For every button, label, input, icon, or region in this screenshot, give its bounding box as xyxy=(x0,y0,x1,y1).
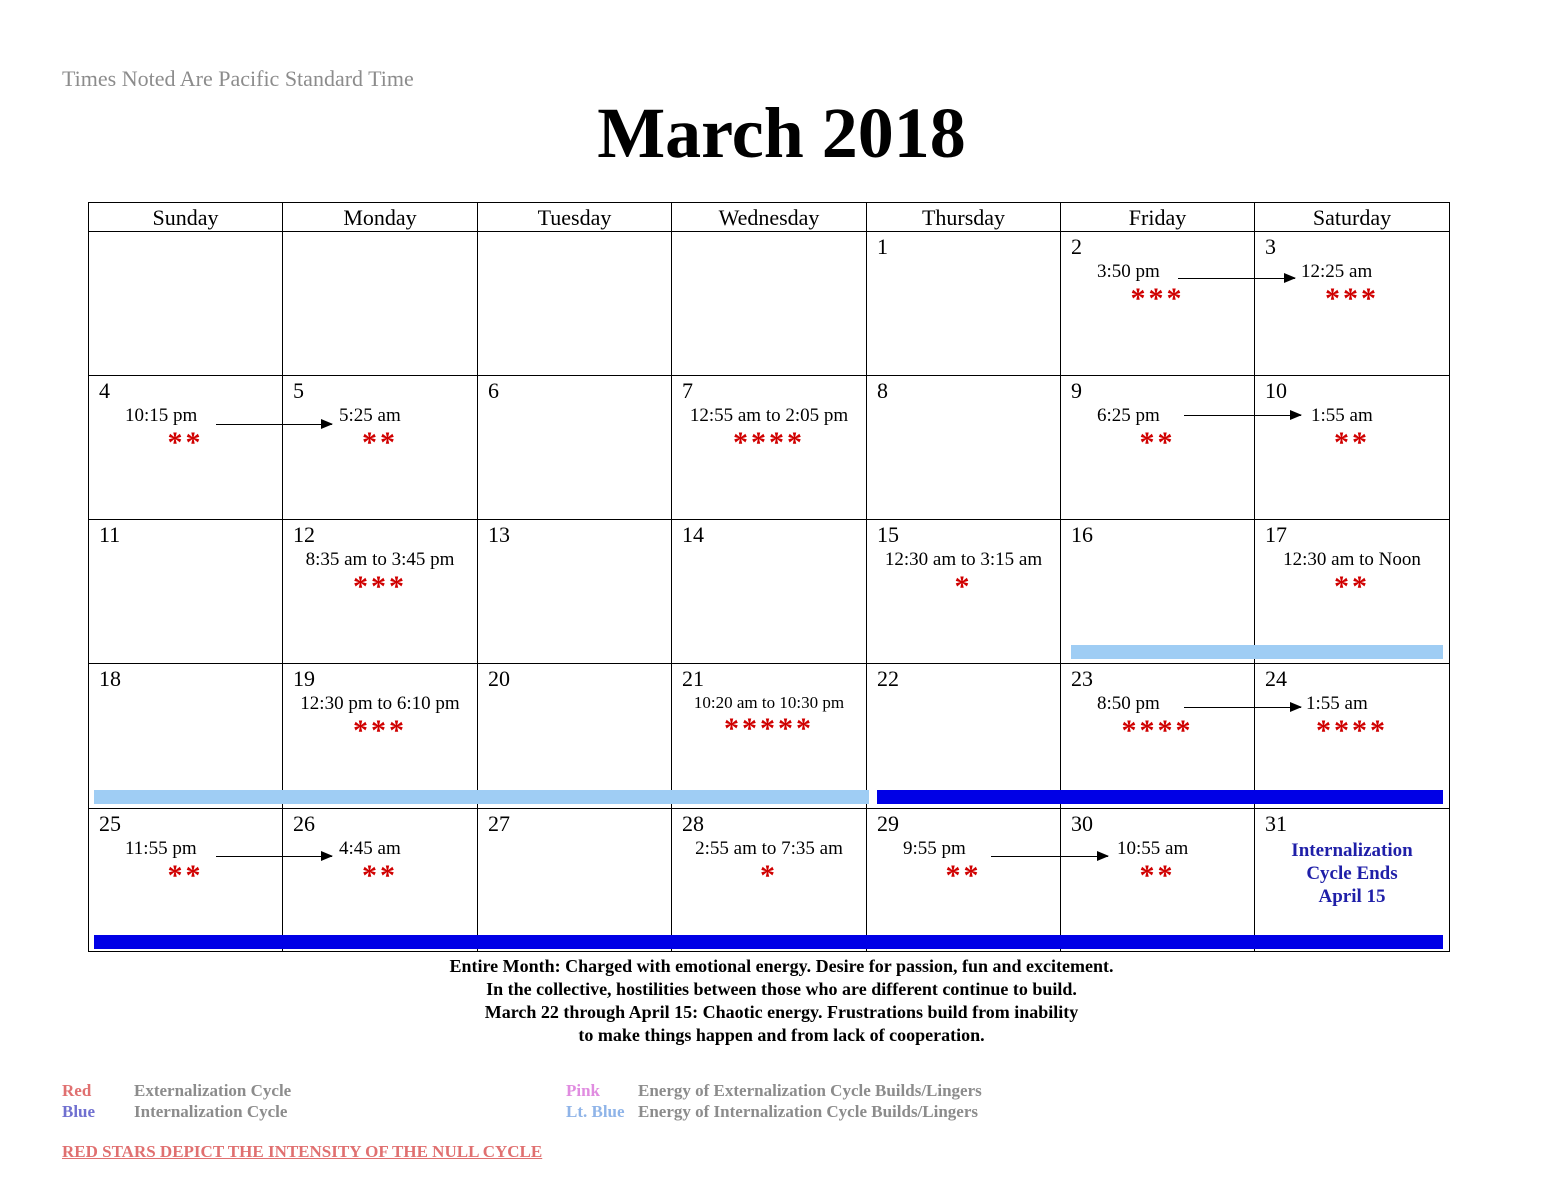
day-number: 16 xyxy=(1071,522,1093,547)
legend-item-pink xyxy=(566,1080,982,1101)
arrow-right-icon xyxy=(991,856,1108,857)
day-cell-11 xyxy=(89,520,283,664)
null-cycle-time: 3:50 pm xyxy=(1097,261,1160,282)
page-title: March 2018 xyxy=(597,93,966,173)
day-number: 29 xyxy=(877,811,899,836)
empty-day-cell xyxy=(478,232,672,376)
null-cycle-time: 10:55 am xyxy=(1117,838,1189,859)
null-cycle-time: 5:25 am xyxy=(339,405,401,426)
intensity-stars: * xyxy=(760,859,778,892)
day-cell-6 xyxy=(478,376,672,520)
weekday-sunday: Sunday xyxy=(89,203,283,232)
day-cell-23 xyxy=(1061,664,1255,809)
internalization-cycle-note xyxy=(1255,839,1449,908)
day-number: 6 xyxy=(488,378,499,403)
cycle-note-line: April 15 xyxy=(1318,886,1386,907)
day-cell-14 xyxy=(672,520,867,664)
null-cycle-time: 4:45 am xyxy=(339,838,401,859)
day-cell-15 xyxy=(867,520,1061,664)
day-cell-25 xyxy=(89,809,283,951)
legend-meaning: Energy of Externalization Cycle Builds/Lingers xyxy=(638,1081,982,1100)
null-cycle-time: 8:35 am to 3:45 pm xyxy=(305,549,455,570)
null-cycle-time: 1:55 am xyxy=(1306,693,1368,714)
day-cell-19 xyxy=(283,664,478,809)
day-number: 31 xyxy=(1265,811,1287,836)
day-cell-26 xyxy=(283,809,478,951)
null-cycle-time: 10:20 am to 10:30 pm xyxy=(693,693,845,712)
null-cycle-time: 11:55 pm xyxy=(125,838,197,859)
weekday-thursday: Thursday xyxy=(867,203,1061,232)
day-number: 5 xyxy=(293,378,304,403)
weekday-tuesday: Tuesday xyxy=(478,203,672,232)
null-cycle-time: 1:55 am xyxy=(1311,405,1373,426)
day-cell-20 xyxy=(478,664,672,809)
day-number: 21 xyxy=(682,666,704,691)
day-cell-21 xyxy=(672,664,867,809)
day-cell-12 xyxy=(283,520,478,664)
summary-line: In the collective, hostilities between those who are different continue to build. xyxy=(486,979,1077,999)
intensity-stars: ** xyxy=(1334,426,1370,459)
day-cell-24 xyxy=(1255,664,1449,809)
weekday-wednesday: Wednesday xyxy=(672,203,867,232)
legend-meaning: Energy of Internalization Cycle Builds/Lingers xyxy=(638,1102,978,1121)
day-number: 24 xyxy=(1265,666,1287,691)
day-number: 19 xyxy=(293,666,315,691)
day-cell-16 xyxy=(1061,520,1255,664)
null-cycle-time: 10:15 pm xyxy=(125,405,198,426)
day-cell-28 xyxy=(672,809,867,951)
intensity-stars: *** xyxy=(1325,282,1379,315)
day-number: 4 xyxy=(99,378,110,403)
day-number: 22 xyxy=(877,666,899,691)
intensity-stars: * xyxy=(954,570,973,603)
day-number: 15 xyxy=(877,522,899,547)
empty-day-cell xyxy=(89,232,283,376)
intensity-stars: ** xyxy=(1334,570,1370,603)
null-cycle-time: 12:30 am to Noon xyxy=(1283,549,1421,570)
day-cell-1 xyxy=(867,232,1061,376)
day-number: 26 xyxy=(293,811,315,836)
legend-color-label: Pink xyxy=(566,1081,601,1100)
legend-item-red xyxy=(62,1080,291,1101)
day-number: 10 xyxy=(1265,378,1287,403)
day-number: 23 xyxy=(1071,666,1093,691)
summary-line: Entire Month: Charged with emotional energy. Desire for passion, fun and excitement. xyxy=(449,956,1114,976)
null-cycle-time: 6:25 pm xyxy=(1097,405,1160,426)
monthly-summary xyxy=(0,955,1563,1047)
lt-blue-cycle-bar xyxy=(94,790,869,804)
day-number: 27 xyxy=(488,811,510,836)
intensity-stars: ** xyxy=(362,426,398,459)
lt-blue-cycle-bar xyxy=(1071,645,1443,659)
day-number: 25 xyxy=(99,811,121,836)
summary-line: to make things happen and from lack of cooperation. xyxy=(578,1025,985,1045)
day-cell-22 xyxy=(867,664,1061,809)
blue-cycle-bar xyxy=(877,790,1443,804)
calendar-grid xyxy=(88,202,1450,952)
day-number: 9 xyxy=(1071,378,1082,403)
day-number: 17 xyxy=(1265,522,1287,547)
day-cell-4 xyxy=(89,376,283,520)
null-cycle-time: 12:55 am to 2:05 pm xyxy=(689,405,849,426)
intensity-stars: **** xyxy=(733,426,805,459)
cycle-note-line: Cycle Ends xyxy=(1306,863,1398,884)
intensity-stars: **** xyxy=(1121,714,1194,747)
intensity-stars: ** xyxy=(945,859,982,892)
stars-explanation: RED STARS DEPICT THE INTENSITY OF THE NULL CYCLE xyxy=(62,1142,543,1161)
intensity-stars: *** xyxy=(353,570,407,603)
day-cell-5 xyxy=(283,376,478,520)
arrow-right-icon xyxy=(1184,707,1301,708)
day-cell-2 xyxy=(1061,232,1255,376)
day-cell-3 xyxy=(1255,232,1449,376)
null-cycle-time: 8:50 pm xyxy=(1097,693,1160,714)
day-cell-10 xyxy=(1255,376,1449,520)
day-cell-7 xyxy=(672,376,867,520)
day-cell-29 xyxy=(867,809,1061,951)
legend-left xyxy=(62,1080,291,1122)
legend-meaning: Externalization Cycle xyxy=(134,1081,292,1100)
arrow-right-icon xyxy=(216,424,332,425)
day-cell-13 xyxy=(478,520,672,664)
day-number: 20 xyxy=(488,666,510,691)
weekday-friday: Friday xyxy=(1061,203,1255,232)
intensity-stars: ** xyxy=(362,859,398,892)
day-number: 7 xyxy=(682,378,693,403)
day-number: 2 xyxy=(1071,234,1082,259)
day-number: 8 xyxy=(877,378,888,403)
summary-line: March 22 through April 15: Chaotic energy. Frustrations build from inability xyxy=(484,1002,1079,1022)
legend-item-lt-blue xyxy=(566,1101,982,1122)
empty-day-cell xyxy=(672,232,867,376)
intensity-stars: **** xyxy=(1316,714,1388,747)
arrow-right-icon xyxy=(1178,278,1295,279)
intensity-stars: ** xyxy=(1139,426,1176,459)
intensity-stars: ** xyxy=(167,426,204,459)
legend-color-label: Blue xyxy=(62,1102,96,1121)
timezone-note: Times Noted Are Pacific Standard Time xyxy=(62,66,414,91)
weekday-monday: Monday xyxy=(283,203,478,232)
intensity-stars: ***** xyxy=(724,712,814,745)
intensity-stars: *** xyxy=(353,714,407,747)
day-number: 12 xyxy=(293,522,315,547)
day-number: 28 xyxy=(682,811,704,836)
day-cell-8 xyxy=(867,376,1061,520)
day-cell-17 xyxy=(1255,520,1449,664)
empty-day-cell xyxy=(283,232,478,376)
day-number: 1 xyxy=(877,234,888,259)
cycle-note-line: Internalization xyxy=(1291,840,1413,861)
blue-cycle-bar xyxy=(94,935,1443,949)
legend-color-label: Lt. Blue xyxy=(566,1102,625,1121)
null-cycle-time: 2:55 am to 7:35 am xyxy=(695,838,843,859)
null-cycle-time: 9:55 pm xyxy=(903,838,966,859)
day-cell-18 xyxy=(89,664,283,809)
day-number: 11 xyxy=(99,522,121,547)
legend-color-label: Red xyxy=(62,1081,92,1100)
day-number: 18 xyxy=(99,666,121,691)
null-cycle-time: 12:25 am xyxy=(1301,261,1373,282)
day-number: 30 xyxy=(1071,811,1093,836)
day-number: 13 xyxy=(488,522,510,547)
null-cycle-time: 12:30 pm to 6:10 pm xyxy=(300,693,460,714)
day-cell-31 xyxy=(1255,809,1449,951)
intensity-stars: ** xyxy=(167,859,204,892)
intensity-stars: ** xyxy=(1139,859,1176,892)
day-cell-9 xyxy=(1061,376,1255,520)
day-cell-30 xyxy=(1061,809,1255,951)
day-cell-27 xyxy=(478,809,672,951)
intensity-stars: *** xyxy=(1130,282,1185,315)
null-cycle-time: 12:30 am to 3:15 am xyxy=(884,549,1043,570)
arrow-right-icon xyxy=(1184,415,1301,416)
legend-meaning: Internalization Cycle xyxy=(134,1102,288,1121)
weekday-saturday: Saturday xyxy=(1255,203,1449,232)
legend-item-blue xyxy=(62,1101,291,1122)
day-number: 14 xyxy=(682,522,704,547)
arrow-right-icon xyxy=(216,856,332,857)
legend-right xyxy=(566,1080,982,1122)
day-number: 3 xyxy=(1265,234,1276,259)
